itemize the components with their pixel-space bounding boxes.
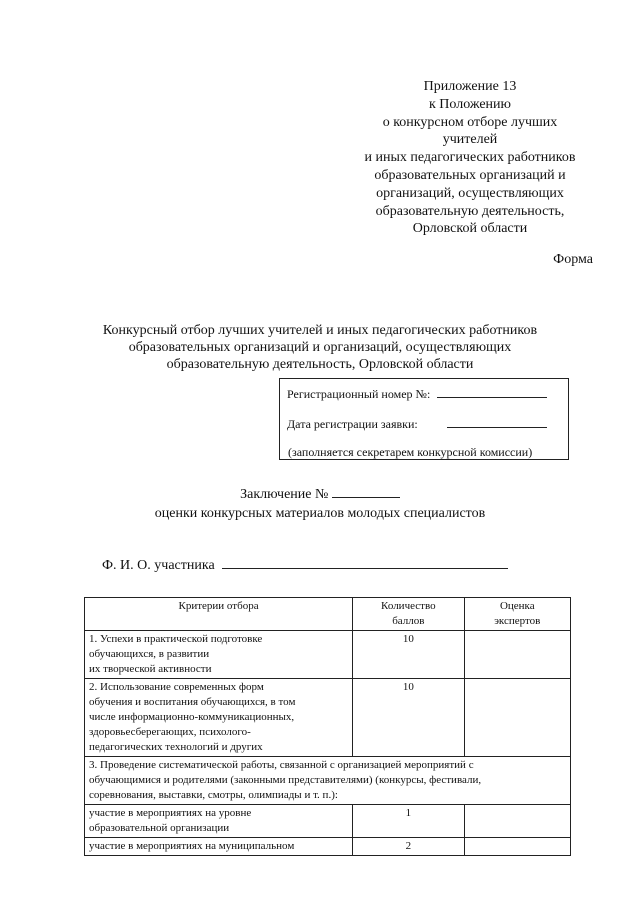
conclusion-heading: [60, 485, 580, 523]
appendix-line: образовательных организаций и: [374, 167, 566, 183]
contest-title-line: образовательных организаций и организаций, осуществляющих: [128, 340, 512, 355]
conclusion-title-row: [60, 485, 580, 504]
table-header-row: [85, 598, 571, 631]
appendix-header: [320, 78, 620, 238]
appendix-line: Приложение 13: [423, 79, 517, 94]
participant-label: Ф. И. О. участника: [102, 558, 215, 573]
expert-score-cell[interactable]: [464, 631, 570, 679]
registration-number-field[interactable]: [437, 387, 547, 398]
points-cell: 10: [353, 679, 464, 757]
registration-date-label: Дата регистрации заявки:: [287, 417, 418, 431]
appendix-line: учителей: [442, 132, 498, 148]
contest-title: [60, 322, 580, 373]
table-section-row: [85, 757, 571, 805]
appendix-line: к Положению: [428, 96, 511, 112]
criterion-cell: 2. Использование современных форм обучения и воспитания обучающихся, в том числе информационно-коммуникационных, здоровьесберегающих, психолого- педагогических технологий и других: [85, 679, 353, 757]
registration-date-row: [287, 417, 547, 432]
contest-title-line: образовательную деятельность, Орловской области: [166, 357, 474, 372]
appendix-line: и иных педагогических работников: [364, 150, 576, 166]
points-cell: 1: [353, 805, 464, 838]
criterion-cell: 1. Успехи в практической подготовке обучающихся, в развитии их творческой активности: [85, 631, 353, 679]
participant-row: [102, 556, 508, 574]
points-cell: 2: [353, 838, 464, 856]
form-label: Форма: [553, 252, 593, 267]
participant-name-field[interactable]: [222, 556, 508, 569]
registration-number-label: Регистрационный номер №:: [287, 387, 431, 401]
criteria-table: [84, 597, 571, 856]
header-points: Количество баллов: [353, 598, 464, 631]
registration-box: [279, 378, 569, 460]
points-cell: 10: [353, 631, 464, 679]
expert-score-cell[interactable]: [464, 838, 570, 856]
registration-number-row: [287, 387, 547, 402]
table-row: [85, 805, 571, 838]
appendix-line: Орловской области: [412, 221, 528, 237]
expert-score-cell[interactable]: [464, 805, 570, 838]
section-3-cell: 3. Проведение систематической работы, связанной с организацией мероприятий с обучающимися и родителями (законными представителями) (конкурсы, фестивали, соревнования, выставки, смотры, олимпиады и т. п.):: [85, 757, 571, 805]
table-row: [85, 631, 571, 679]
header-criteria: Критерии отбора: [85, 598, 353, 631]
registration-date-field[interactable]: [447, 417, 547, 428]
conclusion-title: Заключение №: [240, 487, 329, 502]
table-row: [85, 679, 571, 757]
conclusion-number-field[interactable]: [332, 485, 400, 498]
appendix-line: организаций, осуществляющих: [376, 185, 564, 201]
table-row: [85, 838, 571, 856]
criterion-cell: участие в мероприятиях на муниципальном: [85, 838, 353, 856]
header-experts: Оценка экспертов: [464, 598, 570, 631]
appendix-line: о конкурсном отборе лучших: [382, 114, 558, 130]
contest-title-line: Конкурсный отбор лучших учителей и иных педагогических работников: [102, 323, 538, 338]
conclusion-subtitle: оценки конкурсных материалов молодых специалистов: [154, 506, 486, 521]
expert-score-cell[interactable]: [464, 679, 570, 757]
criterion-cell: участие в мероприятиях на уровне образовательной организации: [85, 805, 353, 838]
registration-note: (заполняется секретарем конкурсной комиссии): [288, 445, 533, 459]
appendix-line: образовательную деятельность,: [375, 203, 565, 219]
